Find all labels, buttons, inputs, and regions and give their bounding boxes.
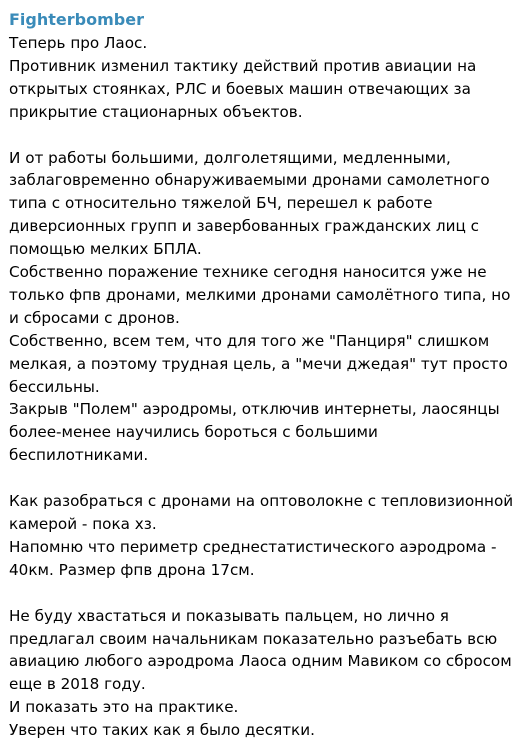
paragraph-spacer [9, 124, 519, 147]
message-paragraph-10: И показать это на практике. [9, 698, 239, 717]
message-paragraph-2: Противник изменил тактику действий против авиации на открытых стоянках, РЛС и боевых машин отвечающих за прикрытие стационарных объектов. [9, 56, 477, 121]
message-paragraph-7: Как разобраться с дронами на оптоволокне с тепловизионной камерой - пока хз. [9, 492, 514, 533]
message-paragraph-9: Не буду хвастаться и показывать пальцем, но лично я предлагал своим начальникам показательно разъебать всю авиацию любого аэродрома Лаоса одним Мавиком со сбросом еще в 2018 году. [9, 606, 512, 694]
channel-author-name[interactable]: Fighterbomber [9, 10, 144, 29]
message-paragraph-1: Теперь про Лаос. [9, 34, 148, 52]
message-paragraph-11: Уверен что таких как я было десятки. [9, 721, 315, 740]
paragraph-spacer [9, 467, 519, 490]
message-paragraph-6: Закрыв "Полем" аэродромы, отключив интернеты, лаосянцы более-менее научились бороться с большими беспилотниками. [9, 400, 500, 465]
message-paragraph-3: И от работы большими, долголетящими, медленными, заблаговременно обнаруживаемыми дронами самолетного типа с относительно тяжелой БЧ, перешел к работе диверсионных групп и завербованных гражданских лиц с помощью мелких БПЛА. [9, 148, 490, 259]
paragraph-spacer [9, 582, 519, 605]
message-paragraph-8: Напомню что периметр среднестатистического аэродрома - 40км. Размер фпв дрона 17см. [9, 537, 497, 579]
message-paragraph-4: Собственно поражение технике сегодня наносится уже не только фпв дронами, мелкими дронами самолётного типа, но и сбросами с дронов. [9, 263, 511, 327]
message-paragraph-5: Собственно, всем тем, что для того же "Панциря" слишком мелкая, а поэтому трудная цель, а "мечи джедая" тут просто бессильны. [9, 331, 508, 396]
